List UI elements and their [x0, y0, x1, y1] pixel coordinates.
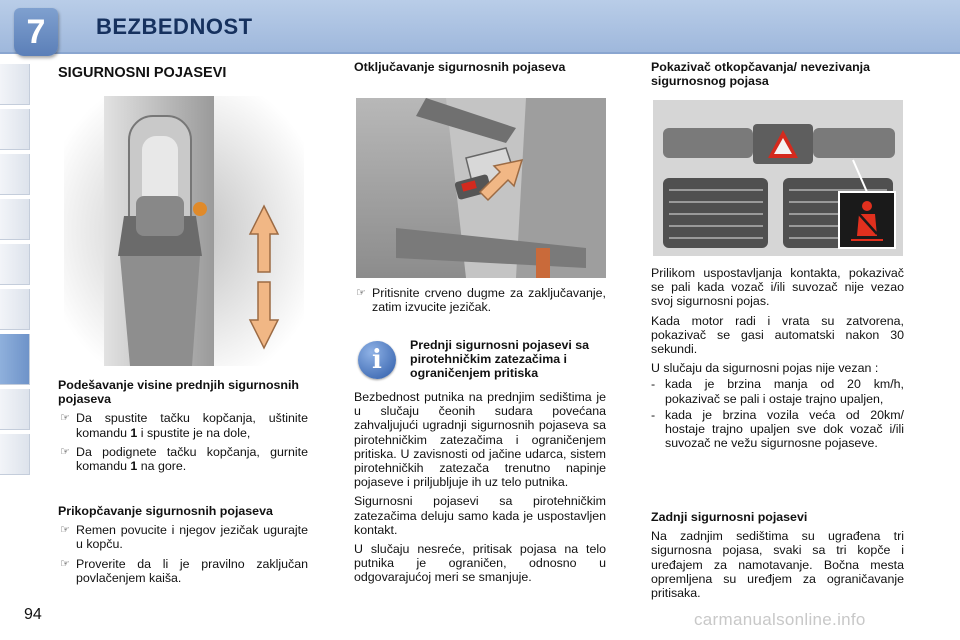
page-number: 94 [24, 606, 42, 623]
side-tab [0, 199, 30, 240]
indicator-paragraph-3: U slučaju da sigurnosni pojas nije vezan : [651, 361, 879, 376]
column-middle [354, 60, 606, 74]
unfasten-bullet-1 [354, 286, 606, 314]
adjust-bullet-1 [58, 411, 308, 439]
rear-belts-paragraph: Na zadnjim sedištima su ugrađena tri sigurnosna pojasa, svaki sa tri kopče i uređajem za namotavanje. Bočna mesta opremljena su uređjem za ograničavanje pritisaka. [651, 529, 904, 601]
side-tab-active [0, 334, 30, 385]
watermark: carmanualsonline.info [694, 610, 866, 629]
pyrotechnic-paragraph-3: U slučaju nesreće, pritisak pojasa na telo putnika je ograničen, odnosno u odgovarajućoj meri se smanjuje. [354, 542, 606, 585]
unfasten-section [354, 286, 606, 319]
fasten-heading: Prikopčavanje sigurnosnih pojaseva [58, 504, 273, 518]
side-tab [0, 64, 30, 105]
pointing-hand-icon: ☞ [60, 412, 70, 425]
indicator-dash-2-text: kada je brzina vozila veća od 20km/ hostaje trajno upaljen sve dok vozač i/ili suvozač ne vežu sigurnosne pojaseve. [665, 407, 904, 451]
pyrotechnic-section [354, 390, 606, 590]
pointing-hand-icon: ☞ [356, 287, 366, 299]
fasten-bullet-2 [58, 557, 308, 585]
side-tab [0, 434, 30, 475]
adjust-bullet-2 [58, 445, 308, 473]
side-tab [0, 289, 30, 330]
pyrotechnic-heading: Prednji sigurnosni pojasevi sa pirotehničkim zatezačima i ograničenjem pritiska [410, 338, 590, 381]
dashboard-indicator-illustration [653, 100, 903, 256]
side-tabs [0, 64, 30, 584]
adjust-bullet-2-text-b: na gore. [137, 459, 187, 474]
chapter-title: BEZBEDNOST [96, 14, 253, 39]
fasten-bullet-2-text: Proverite da li je pravilno zaključan povlačenjem kaiša. [76, 556, 308, 585]
unfasten-bullet-1-text: Pritisnite crveno dugme za zaključavanje, zatim izvucite jezičak. [372, 286, 606, 315]
indicator-paragraph-1: Prilikom uspostavljanja kontakta, pokazivač se pali kada vozač i/ili suvozač nije vezao svoj sigurnosni pojas. [651, 266, 904, 309]
adjust-bullet-2-text-a: Da podignete tačku kopčanja, gurnite komandu [76, 444, 308, 474]
pointing-hand-icon: ☞ [60, 524, 70, 537]
indicator-paragraph-2: Kada motor radi i vrata su zatvorena, pokazivač se gasi automatski nakon 30 sekundi. [651, 313, 904, 357]
side-tab [0, 109, 30, 150]
column-left [58, 60, 308, 80]
adjust-bullet-1-text-b: i spustite je na dole, [137, 425, 251, 440]
section-title: SIGURNOSNI POJASEVI [58, 65, 227, 81]
side-tab [0, 154, 30, 195]
adjust-bullet-1-text-a: Da spustite tačku kopčanja, uštinite komandu [76, 411, 308, 440]
chapter-number-badge: 7 [14, 8, 58, 56]
pointing-hand-icon: ☞ [60, 445, 70, 458]
side-tab [0, 389, 30, 430]
belt-buckle-illustration [356, 98, 606, 278]
info-icon: i [358, 341, 396, 379]
adjust-section [58, 378, 308, 478]
indicator-heading: Pokazivač otkopčavanja/ nevezivanja sigurnosnog pojasa [651, 60, 871, 89]
info-heading-block [410, 338, 606, 381]
column-right [651, 60, 904, 88]
indicator-section [651, 266, 904, 452]
fasten-bullet-1 [58, 523, 308, 551]
rear-belts-section [651, 510, 904, 605]
dash-marker: - [651, 407, 656, 422]
pyrotechnic-paragraph-1: Bezbednost putnika na prednjim sedištima je u slučaju čeonih sudara povećana zahvaljujući ugradnji sigurnosnih pojaseva sa pirotehničkim zatezačima i ograničenjem pritiska. U zavisnosti od jačine udarca, sistem pirotehničkih zatezača trenutno napinje pojaseve i priljubljuje ih uz telo putnika. [354, 390, 606, 490]
belt-height-adjuster-illustration [64, 96, 304, 366]
rear-belts-heading: Zadnji sigurnosni pojasevi [651, 510, 808, 524]
indicator-dash-1-text: kada je brzina manja od 20 km/h, pokazivač se pali i ostaje trajno upaljen, [665, 377, 904, 406]
indicator-dash-2 [651, 408, 904, 451]
pointing-hand-icon: ☞ [60, 557, 70, 570]
control-number: 1 [130, 425, 138, 440]
fasten-section [58, 504, 308, 590]
pyrotechnic-paragraph-2: Sigurnosni pojasevi sa pirotehničkim zatezačima deluju samo kada je uspostavljen kontakt. [354, 494, 606, 537]
fasten-bullet-1-text: Remen povucite i njegov jezičak ugurajte u kopču. [76, 523, 308, 552]
unfasten-heading: Otključavanje sigurnosnih pojaseva [354, 60, 566, 74]
adjuster-button-marker [193, 202, 207, 216]
control-number: 1 [130, 459, 138, 474]
adjust-heading: Podešavanje visine prednjih sigurnosnih pojaseva [58, 378, 299, 407]
indicator-dash-1 [651, 377, 904, 405]
dash-marker: - [651, 377, 656, 392]
side-tab [0, 244, 30, 285]
